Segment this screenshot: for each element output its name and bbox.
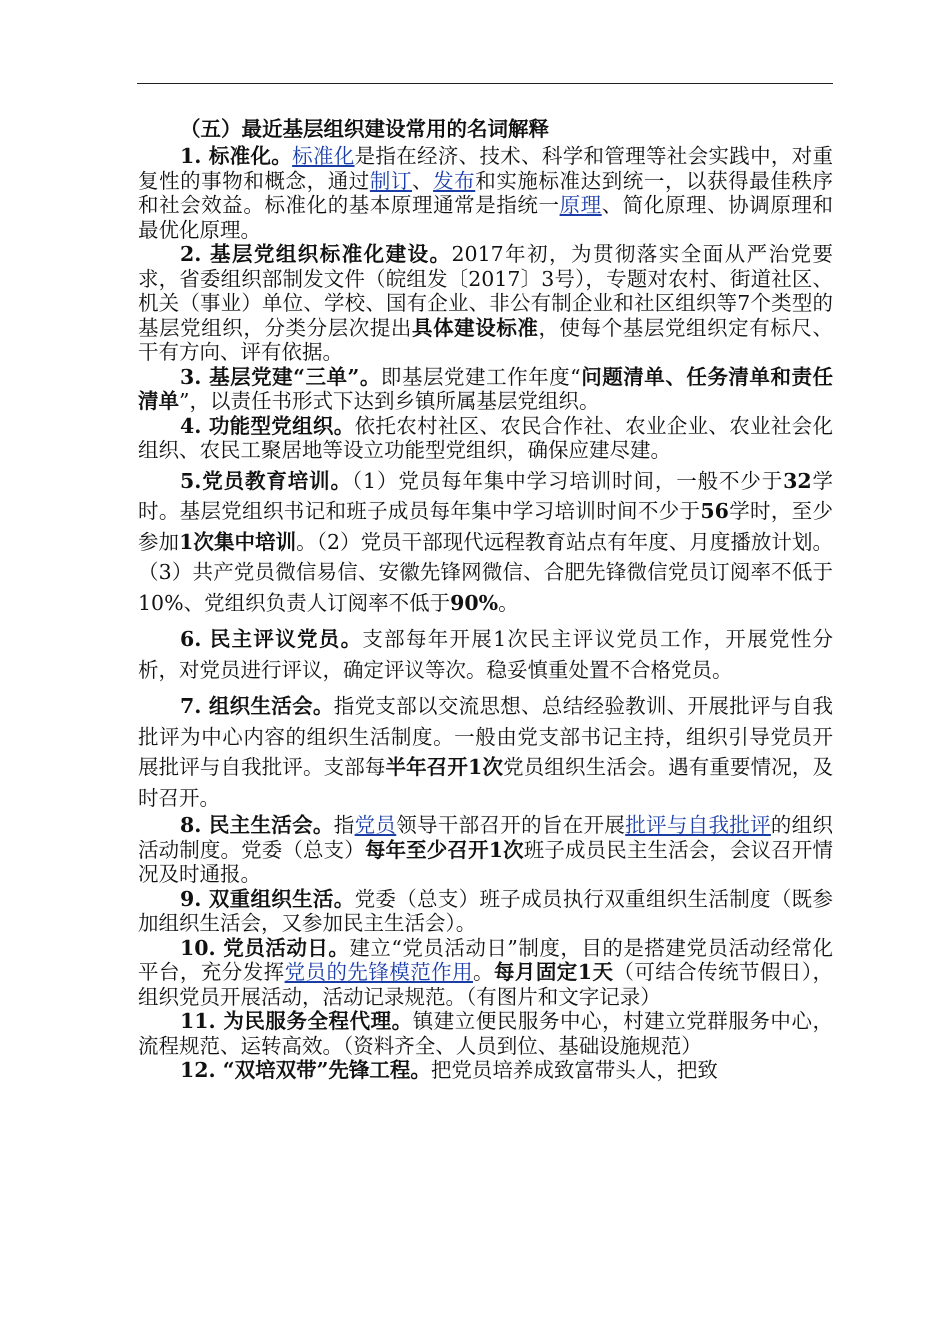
body-text: 学时。基层党组织书记和班子成员每年集中学习培训时间不少于 bbox=[138, 468, 834, 523]
emphasis-text: 56 bbox=[700, 499, 729, 523]
body-text: 即基层党建工作年度“ bbox=[380, 364, 581, 389]
body-text: 依托农村社区、农民合作社、农业企业、农业社会化组织、农民工聚居地等设立功能型党组织，确保应建尽建。 bbox=[138, 413, 833, 462]
body-text: 和实施标准达到统一，以获得最佳秩序和社会效益。标准化的基本原理通常是指统一 bbox=[138, 168, 833, 217]
definition-item bbox=[138, 365, 833, 414]
body-text: 、简化原理、协调原理和最优化原理。 bbox=[138, 193, 833, 242]
body-text: 建立“党员活动日”制度，目的是搭建党员活动经常化平台，充分发挥 bbox=[138, 935, 833, 984]
emphasis-text: 每月固定1天 bbox=[493, 960, 614, 984]
body-text: ，使每个基层党组织定有标尺、干有方向、评有依据。 bbox=[138, 315, 833, 364]
body-text: ”，以责任书形式下达到乡镇所属基层党组织。 bbox=[179, 389, 600, 413]
term-link[interactable]: 制订 bbox=[369, 168, 413, 193]
emphasis-text: 问题清单、任务清单和责任清单 bbox=[138, 364, 834, 413]
term-link[interactable]: 党员 bbox=[354, 813, 397, 837]
term-link[interactable]: 党员的先锋模范作用 bbox=[284, 960, 474, 984]
emphasis-text: 半年召开1次 bbox=[385, 755, 504, 779]
term-link[interactable]: 标准化 bbox=[292, 144, 355, 168]
item-term: 3. 基层党建“三单”。 bbox=[180, 364, 381, 389]
item-term: 12. “双培双带”先锋工程。 bbox=[180, 1058, 431, 1082]
emphasis-text: 具体建设标准 bbox=[412, 315, 539, 340]
emphasis-text: 32 bbox=[783, 468, 812, 493]
item-term: 1. 标准化。 bbox=[180, 144, 293, 168]
document-body bbox=[138, 114, 833, 1083]
definition-item bbox=[138, 936, 833, 1010]
body-text: 指 bbox=[333, 813, 355, 837]
term-link[interactable]: 原理 bbox=[559, 193, 602, 217]
definition-item bbox=[138, 1009, 833, 1058]
definition-item bbox=[138, 1058, 833, 1083]
body-text: 指党支部以交流思想、总结经验教训、开展批评与自我批评为中心内容的组织生活制度。一般由党支部书记主持，组织引导党员开展批评与自我批评。支部每 bbox=[138, 694, 833, 779]
item-term: 11. 为民服务全程代理。 bbox=[180, 1009, 413, 1033]
item-term: 5.党员教育培训。 bbox=[180, 468, 352, 493]
body-text: 党委（总支）班子成员执行双重组织生活制度（既参加组织生活会，又参加民主生活会）。 bbox=[138, 886, 833, 935]
definition-item bbox=[138, 144, 833, 242]
body-text: 。（2）党员干部现代远程教育站点有年度、月度播放计划。（3）共产党员微信易信、安徽先锋网微信、合肥先锋微信党员订阅率不低于10%、党组织负责人订阅率不低于 bbox=[138, 529, 834, 615]
body-text: 镇建立便民服务中心，村建立党群服务中心，流程规范、运转高效。（资料齐全、人员到位、基础设施规范） bbox=[138, 1009, 833, 1058]
body-text: 是指在经济、技术、科学和管理等社会实践中，对重复性的事物和概念，通过 bbox=[138, 144, 834, 193]
term-link[interactable]: 发布 bbox=[433, 168, 476, 193]
item-term: 7. 组织生活会。 bbox=[180, 694, 334, 718]
body-text: 、 bbox=[412, 168, 434, 193]
body-text: 学时，至少参加 bbox=[138, 499, 834, 554]
definition-item bbox=[138, 624, 833, 685]
item-term: 2. 基层党组织标准化建设。 bbox=[180, 242, 452, 266]
definition-item bbox=[138, 813, 833, 887]
body-text: （可结合传统节假日），组织党员开展活动，活动记录规范。（有图片和文字记录） bbox=[138, 960, 834, 1009]
item-term: 9. 双重组织生活。 bbox=[180, 886, 355, 911]
header-rule bbox=[137, 83, 833, 84]
definition-item bbox=[138, 691, 833, 813]
definition-item bbox=[138, 887, 833, 936]
item-term: 8. 民主生活会。 bbox=[180, 813, 334, 837]
body-text: 2017年初，为贯彻落实全面从严治党要求，省委组织部制发文件（皖组发〔2017〕3号），专题对农村、街道社区、机关（事业）单位、学校、国有企业、非公有制企业和社区组织等7个类型的基层党组织，分类分层次提出 bbox=[138, 242, 833, 340]
emphasis-text: 1次集中培训 bbox=[179, 529, 297, 554]
body-text: 。 bbox=[473, 960, 494, 984]
item-term: 10. 党员活动日。 bbox=[180, 935, 350, 960]
body-text: 班子成员民主生活会，会议召开情况及时通报。 bbox=[138, 837, 834, 886]
definition-item bbox=[138, 414, 833, 463]
body-text: 党员组织生活会。遇有重要情况，及时召开。 bbox=[138, 755, 834, 810]
section-heading: （五）最近基层组织建设常用的名词解释 bbox=[180, 117, 549, 141]
definition-item bbox=[138, 242, 833, 365]
body-text: （1）党员每年集中学习培训时间，一般不少于 bbox=[351, 468, 784, 493]
item-term: 6. 民主评议党员。 bbox=[180, 627, 363, 651]
term-link[interactable]: 批评与自我批评 bbox=[625, 813, 771, 837]
body-text: 的组织活动制度。党委（总支） bbox=[138, 813, 834, 862]
definition-item bbox=[138, 466, 833, 619]
item-term: 4. 功能型党组织。 bbox=[180, 413, 355, 438]
body-text: 支部每年开展1次民主评议党员工作，开展党性分析，对党员进行评议，确定评议等次。稳妥慎重处置不合格党员。 bbox=[138, 627, 833, 682]
body-text: 把党员培养成致富带头人，把致 bbox=[430, 1058, 718, 1082]
body-text: 领导干部召开的旨在开展 bbox=[396, 813, 626, 837]
body-text: 。 bbox=[498, 590, 519, 615]
emphasis-text: 90% bbox=[450, 590, 499, 615]
emphasis-text: 每年至少召开1次 bbox=[364, 837, 524, 862]
